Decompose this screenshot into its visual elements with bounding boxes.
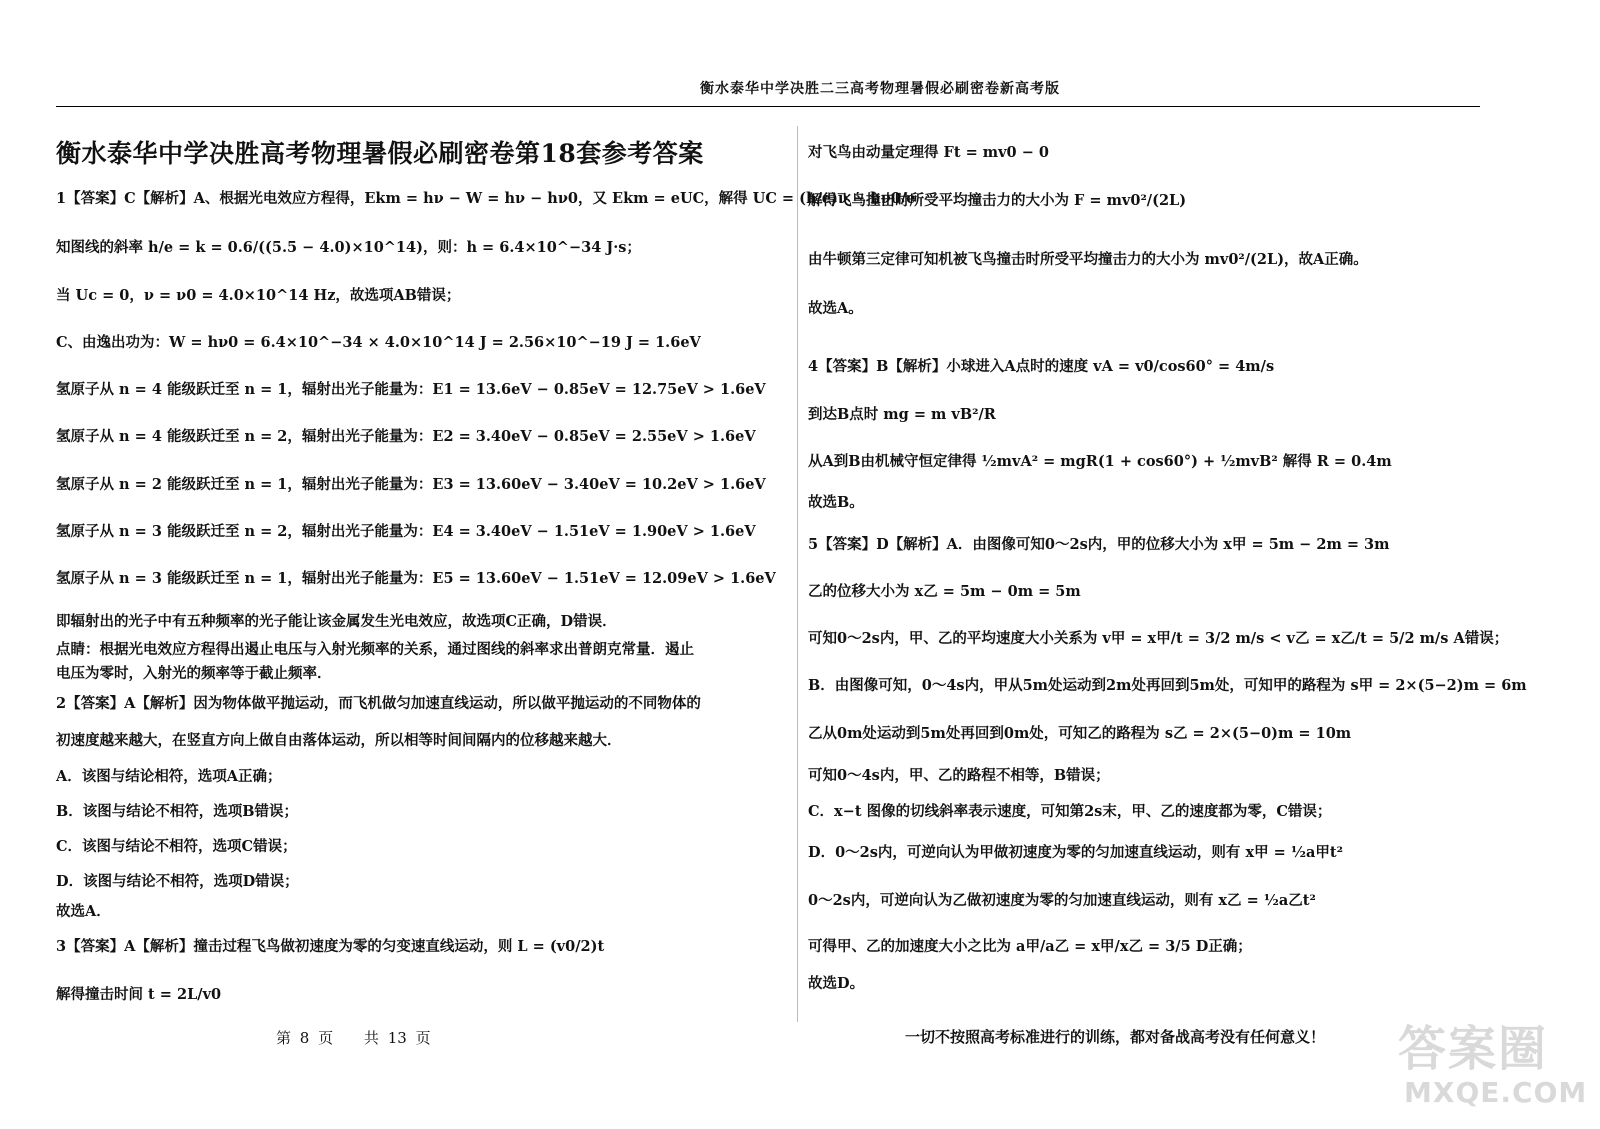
answer-5-line: C．x−t 图像的切线斜率表示速度，可知第2s末，甲、乙的速度都为零，C错误；	[808, 803, 1332, 820]
answer-1-line: C、由逸出功为：W = hν0 = 6.4×10^−34 × 4.0×10^14 J = 2.56×10^−19 J = 1.6eV	[56, 334, 701, 351]
answer-1-line: 当 Uc = 0，ν = ν0 = 4.0×10^14 Hz，故选项AB错误；	[56, 287, 461, 304]
total-pages: 13	[387, 1029, 407, 1047]
document-title: 衡水泰华中学决胜高考物理暑假必刷密卷第18套参考答案	[56, 139, 704, 168]
answer-1-note: 电压为零时，入射光的频率等于截止频率．	[56, 665, 332, 682]
total-label: 共	[363, 1029, 379, 1047]
watermark-url: MXQE.COM	[1404, 1076, 1588, 1109]
answer-3-line: 解得撞击时间 t = 2L/v0	[56, 986, 222, 1003]
answer-1-line: 氢原子从 n = 2 能级跃迁至 n = 1，辐射出光子能量为：E3 = 13.60eV − 3.40eV = 10.2eV > 1.6eV	[56, 476, 766, 493]
answer-2-option: B．该图与结论不相符，选项B错误；	[56, 803, 299, 820]
answer-1-line: 氢原子从 n = 3 能级跃迁至 n = 2，辐射出光子能量为：E4 = 3.40eV − 1.51eV = 1.90eV > 1.6eV	[56, 523, 756, 540]
answer-4-choice: 故选B。	[808, 494, 864, 511]
answer-5-line: 乙的位移大小为 x乙 = 5m − 0m = 5m	[808, 583, 1081, 600]
footer-motto: 一切不按照高考标准进行的训练，都对备战高考没有任何意义！	[905, 1028, 1326, 1046]
answer-3-choice: 故选A。	[808, 300, 863, 317]
answer-3-line: 对飞鸟由动量定理得 Ft = mv0 − 0	[808, 144, 1049, 161]
answer-3-line: 由牛顿第三定律可知机被飞鸟撞击时所受平均撞击力的大小为 mv0²/(2L)，故A正确。	[808, 251, 1368, 268]
answer-4-line: 到达B点时 mg = m vB²/R	[808, 406, 996, 423]
answer-5-line: B．由图像可知，0～4s内，甲从5m处运动到2m处再回到5m处，可知甲的路程为 s甲 = 2×(5−2)m = 6m	[808, 677, 1527, 694]
answer-1-line: 氢原子从 n = 4 能级跃迁至 n = 1，辐射出光子能量为：E1 = 13.6eV − 0.85eV = 12.75eV > 1.6eV	[56, 381, 766, 398]
watermark	[1398, 1010, 1588, 1120]
column-divider	[797, 126, 798, 1022]
answer-2-line: 2【答案】A【解析】因为物体做平抛运动，而飞机做匀加速直线运动，所以做平抛运动的不同物体的	[56, 695, 701, 712]
answer-1-line: 氢原子从 n = 4 能级跃迁至 n = 2，辐射出光子能量为：E2 = 3.40eV − 0.85eV = 2.55eV > 1.6eV	[56, 428, 756, 445]
answer-4-line: 4【答案】B【解析】小球进入A点时的速度 vA = v0/cos60° = 4m/s	[808, 358, 1275, 375]
answer-5-line: D．0～2s内，可逆向认为甲做初速度为零的匀加速直线运动，则有 x甲 = ½a甲t²	[808, 844, 1343, 861]
running-header: 衡水泰华中学决胜二三高考物理暑假必刷密卷新高考版	[700, 81, 1060, 97]
answer-4-line: 从A到B由机械守恒定律得 ½mvA² = mgR(1 + cos60°) + ½mvB² 解得 R = 0.4m	[808, 453, 1392, 470]
answer-2-line: 初速度越来越大，在竖直方向上做自由落体运动，所以相等时间间隔内的位移越来越大．	[56, 732, 622, 749]
answer-3-line: 解得飞鸟撞击时所受平均撞击力的大小为 F = mv0²/(2L)	[808, 192, 1187, 209]
total-label: 页	[415, 1029, 431, 1047]
answer-1-line: 氢原子从 n = 3 能级跃迁至 n = 1，辐射出光子能量为：E5 = 13.60eV − 1.51eV = 12.09eV > 1.6eV	[56, 570, 776, 587]
answer-1-line: 知图线的斜率 h/e = k = 0.6/((5.5 − 4.0)×10^14)，则：h = 6.4×10^−34 J·s；	[56, 239, 641, 256]
answer-1-line: 即辐射出的光子中有五种频率的光子能让该金属发生光电效应，故选项C正确，D错误．	[56, 613, 617, 630]
right-column	[808, 0, 1568, 1129]
answer-2-option: D．该图与结论不相符，选项D错误；	[56, 873, 299, 890]
answer-5-line: 5【答案】D【解析】A．由图像可知0～2s内，甲的位移大小为 x甲 = 5m − 2m = 3m	[808, 536, 1390, 553]
answer-5-line: 0～2s内，可逆向认为乙做初速度为零的匀加速直线运动，则有 x乙 = ½a乙t²	[808, 892, 1316, 909]
answer-5-line: 可知0～2s内，甲、乙的平均速度大小关系为 v甲 = x甲/t = 3/2 m/s < v乙 = x乙/t = 5/2 m/s A错误；	[808, 630, 1509, 647]
page-label: 第	[276, 1029, 292, 1047]
watermark-logo: 答案圈	[1398, 1021, 1549, 1077]
answer-1-line: 1【答案】C【解析】A、根据光电效应方程得，Ekm = hν − W = hν − hν0，又 Ekm = eUC，解得 UC = (h/e)ν − hν0/e	[56, 190, 916, 207]
answer-3-line: 3【答案】A【解析】撞击过程飞鸟做初速度为零的匀变速直线运动，则 L = (v0/2)t	[56, 938, 605, 955]
answer-5-choice: 故选D。	[808, 975, 865, 992]
page-footer	[276, 1027, 435, 1048]
page-number: 8	[299, 1029, 310, 1047]
answer-5-line: 可得甲、乙的加速度大小之比为 a甲/a乙 = x甲/x乙 = 3/5 D正确；	[808, 938, 1252, 955]
answer-2-choice: 故选A．	[56, 903, 111, 920]
answer-5-line: 乙从0m处运动到5m处再回到0m处，可知乙的路程为 s乙 = 2×(5−0)m = 10m	[808, 725, 1352, 742]
page-label: 页	[318, 1029, 334, 1047]
answer-1-note: 点睛：根据光电效应方程得出遏止电压与入射光频率的关系，通过图线的斜率求出普朗克常量．遏止	[56, 641, 694, 658]
answer-5-line: 可知0～4s内，甲、乙的路程不相等，B错误；	[808, 767, 1110, 784]
answer-2-option: C．该图与结论不相符，选项C错误；	[56, 838, 297, 855]
answer-2-option: A．该图与结论相符，选项A正确；	[56, 768, 282, 785]
